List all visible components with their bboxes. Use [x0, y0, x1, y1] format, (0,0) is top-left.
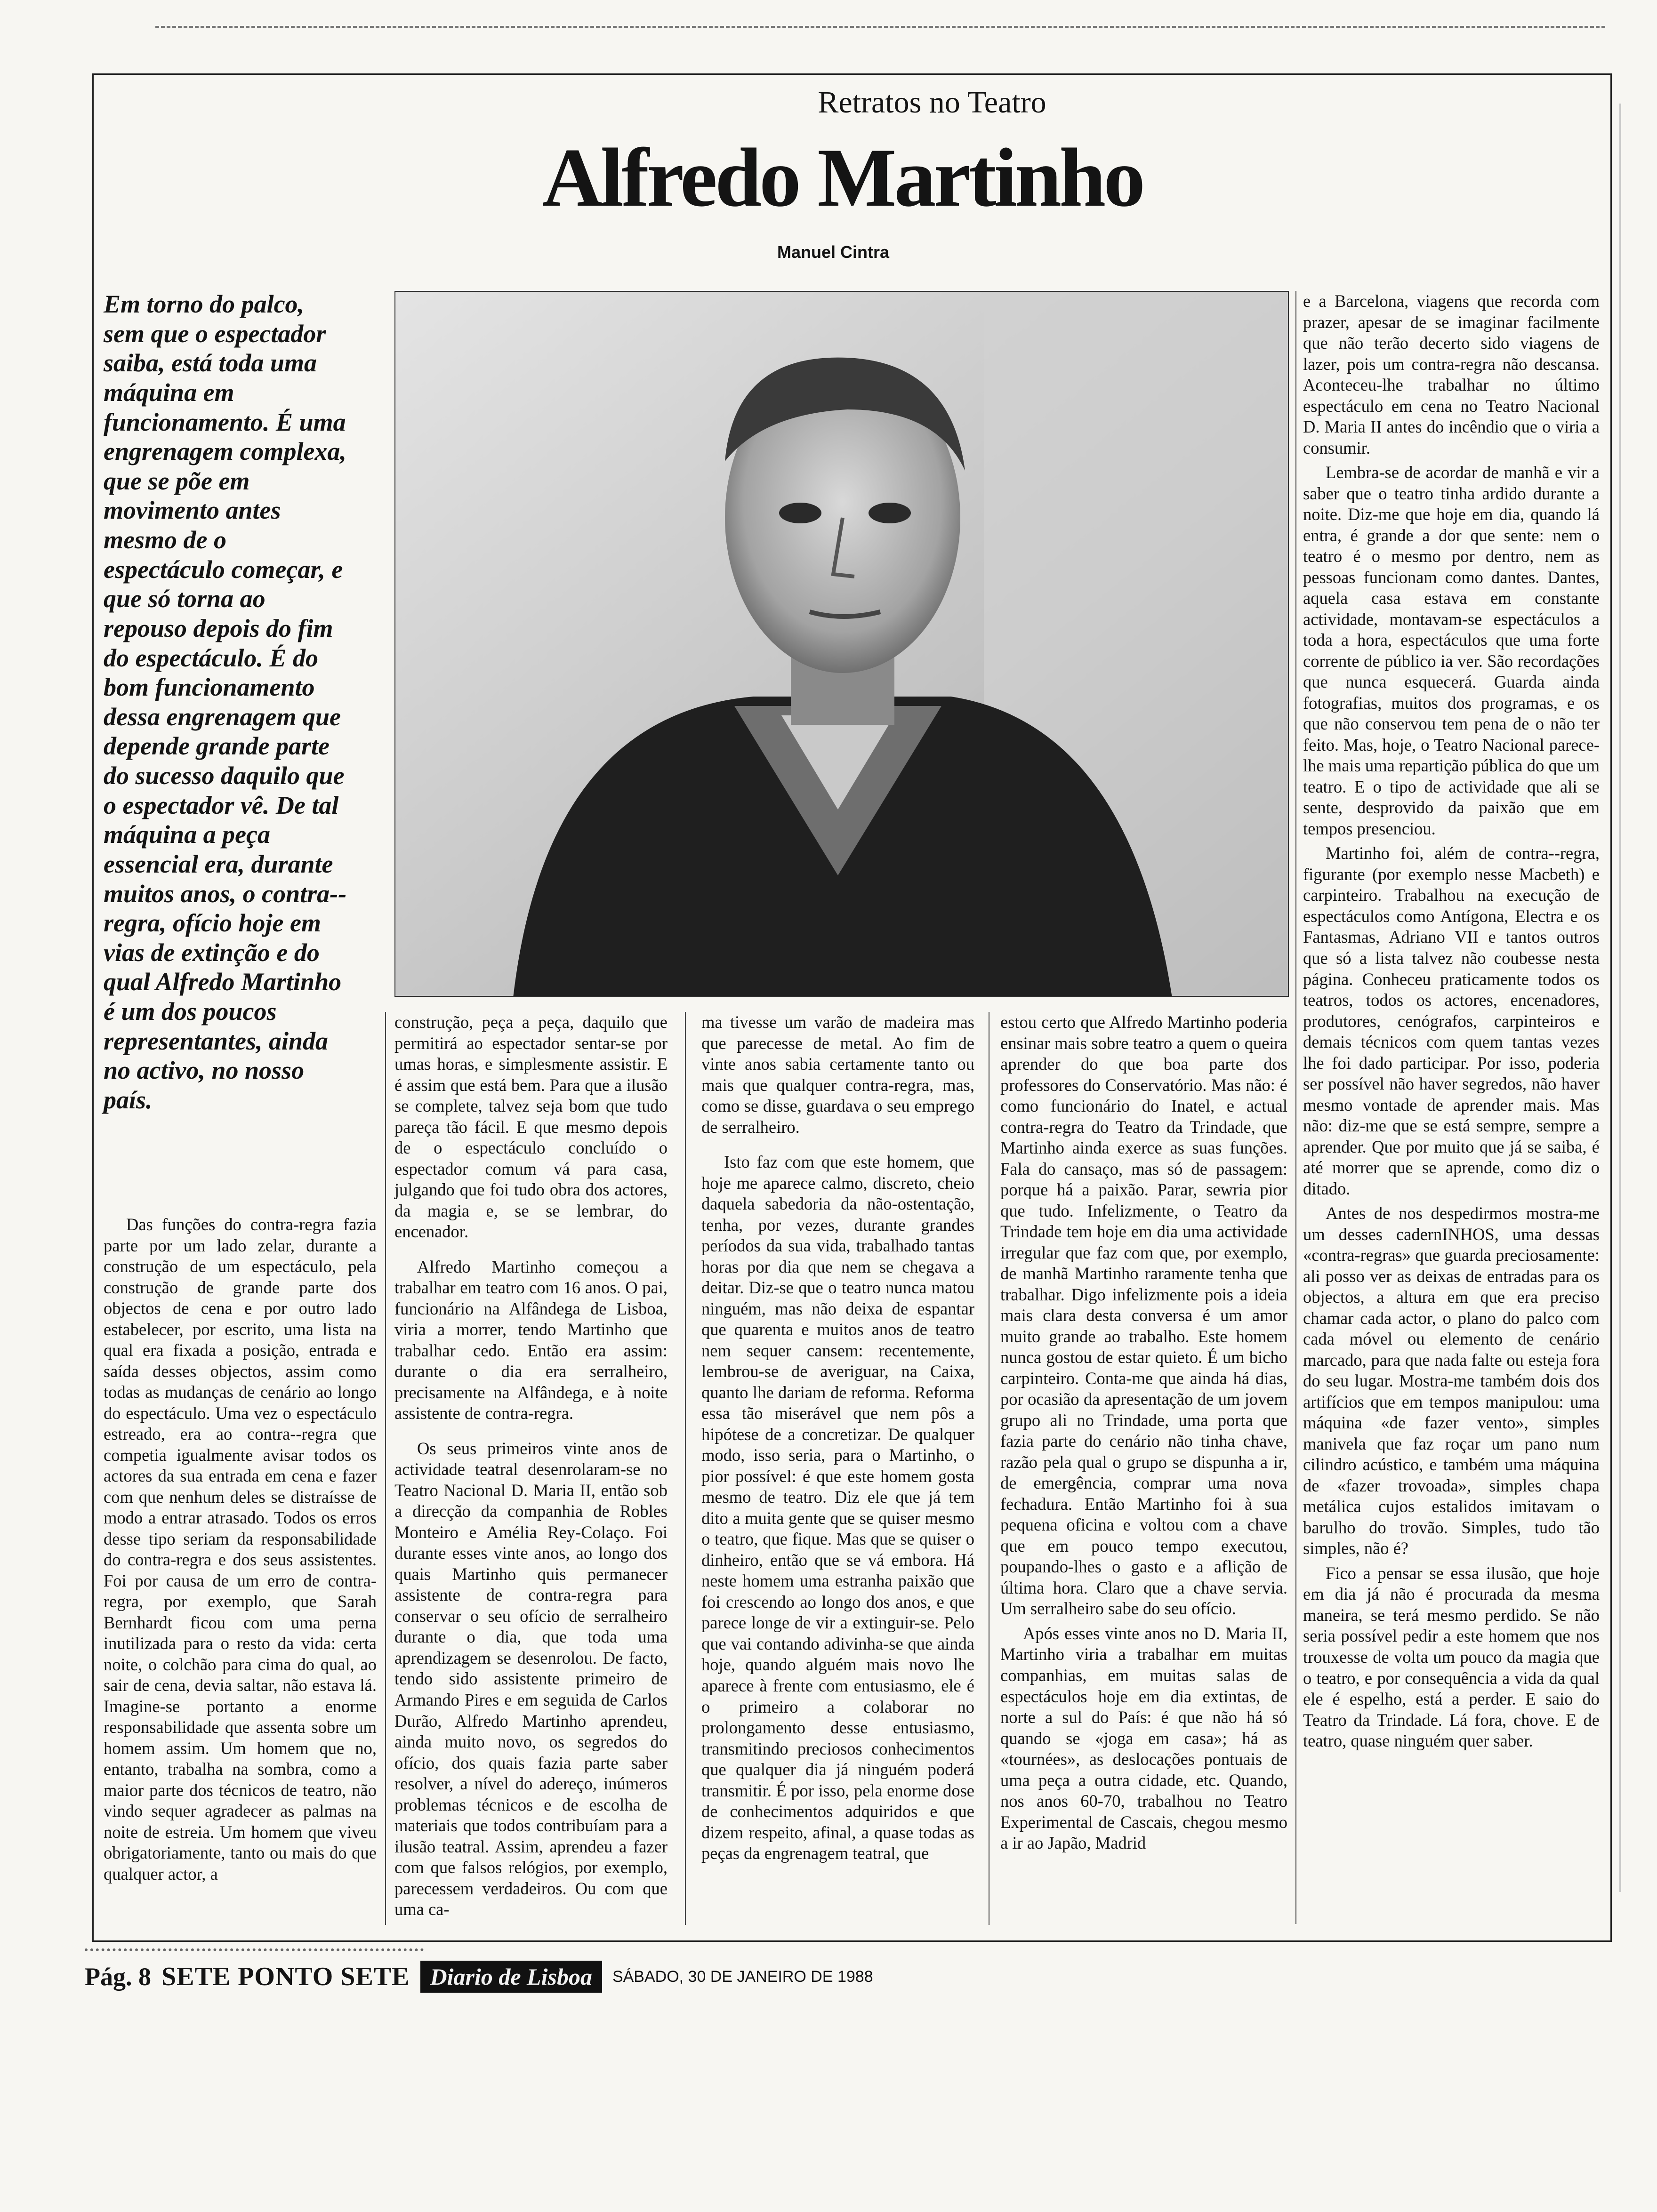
page-footer	[85, 1958, 932, 1996]
byline: Manuel Cintra	[777, 242, 890, 262]
paragraph: ma tivesse um varão de madeira mas que parecesse de metal. Ao fim de vinte anos sabia certamente tanto ou mais que qualquer contra-regra, mas, como se disse, guardava o seu emprego de serralheiro.	[701, 1012, 974, 1137]
article-column-3	[701, 1012, 974, 1868]
paragraph: Das funções do contra-regra fazia parte por um lado zelar, durante a construção de um espectáculo, pela construção de grande parte dos objectos de cena e por outro lado estabelecer, por escrito, uma lista na qual era fixada a posição, entrada e saída desses objectos, assim como todas as mudanças de cenário ao longo do espectáculo. Uma vez o espectáculo estreado, era ao contra--regra que competia igualmente avisar todos os actores da sua entrada em cena e fazer com que nenhum deles se distraísse de modo a entrar atrasado. Todos os erros desse tipo seriam da responsabilidade do contra-regra e dos seus assistentes. Foi por causa de um erro de contra-regra, por exemplo, que Sarah Bernhardt ficou com uma perna inutilizada para o resto da vida: certa noite, o colchão para cima do qual, ao sair de cena, devia saltar, não estava lá. Imagine-se portanto a enorme responsabilidade que assenta sobre um homem assim. Um homem que no, entanto, trabalha na sombra, como a maior parte dos técnicos de teatro, não vindo sequer agradecer as palmas na noite de estreia. Um homem que viveu obrigatoriamente, tanto ou mais do que qualquer actor, a	[104, 1215, 377, 1883]
paragraph: Após esses vinte anos no D. Maria II, Martinho viria a trabalhar em muitas companhias, em muitas salas de espectáculos hoje em dia extintas, de norte a sul do País: é que não há só quando se «joga em casa»; há as «tournées», as deslocações pontuais de uma peça a outra cidade, etc. Quando, nos anos 60-70, trabalhou no Teatro Experimental de Cascais, chegou mesmo a ir ao Japão, Madrid	[1000, 1623, 1287, 1853]
issue-date: SÁBADO, 30 DE JANEIRO DE 1988	[612, 1967, 873, 1986]
paragraph: Fico a pensar se essa ilusão, que hoje em dia já não é procurada da mesma maneira, se terá mesmo perdido. Se não seria possível pedir a este homem que nos trouxesse de volta um pouco da magia que o teatro, e por consequência a vida da qual ele é espelho, está a perder. E saio do Teatro da Trindade. Lá fora, chove. E de teatro, quase ninguém quer saber.	[1303, 1563, 1600, 1751]
top-edge-dashes	[155, 26, 1605, 28]
paragraph: Antes de nos despedirmos mostra-me um desses cadernINHOS, uma dessas «contra-regras» que guarda preciosamente: ali posso ver as deixas de entradas para os objectos, a altura em que era preciso chamar cada actor, o plano do palco com cada móvel ou elemento de cenário marcado, para que nada falte ou esteja fora do seu lugar. Mostra-me também dois dos artifícios que em tempos manipulou: uma máquina «de fazer vento», simples manivela que faz roçar um pano num cilindro acústico, e também uma máquina de «fazer trovoada», simples chapa metálica cujos estalidos imitavam o barulho do trovão. Simples, tudo tão simples, não é?	[1303, 1203, 1600, 1558]
article-column-2	[394, 1012, 668, 1924]
paragraph: Os seus primeiros vinte anos de actividade teatral desenrolaram-se no Teatro Nacional D. Maria II, então sob a direcção da companhia de Robles Monteiro e Amélia Rey-Colaço. Foi durante esses vinte anos, ao longo dos quais Martinho quis permanecer assistente de contra-regra para conservar o seu ofício de serralheiro durante o dia, que toda uma aprendizagem se desenrolou. De facto, tendo sido assistente primeiro de Armando Pires e em seguida de Carlos Durão, Alfredo Martinho aprendeu, ainda muito novo, os segredos do ofício, dos quais fazia parte saber resolver, a nível do adereço, inúmeros problemas técnicos e de escolha de materiais que todos contribuíam para a ilusão teatral. Assim, aprendeu a fazer com que falsos relógios, por exemplo, parecessem verdadeiros. Ou com que uma ca-	[394, 1438, 668, 1919]
column-rule	[1295, 291, 1296, 1924]
article-column-5	[1303, 291, 1600, 1755]
paragraph: Isto faz com que este homem, que hoje me aparece calmo, discreto, cheio daquela sabedoria da não-ostentação, tenha, por vezes, durante grandes períodos da sua vida, trabalhado tantas horas por dia que nem se chegava a deitar. Diz-se que o teatro nunca matou ninguém, mas não deixa de espantar que quarenta e muitos anos de teatro nem sequer cansem: recentemente, lembrou-se de averiguar, na Caixa, quanto lhe dariam de reforma. Reforma essa tão miserável que nem pôs a hipótese de a concretizar. De qualquer modo, isso seria, para o Martinho, o pior possível: é que este homem gosta mesmo de teatro. Diz ele que já tem dito a muita gente que se quiser mesmo o teatro, que fique. Mas que se quiser o dinheiro, então que se vá embora. Há neste homem uma estranha paixão que foi crescendo ao longo dos anos, e que parece longe de vir a extinguir-se. Pelo que vai contando adivinha-se que ainda hoje, quando alguém mais novo lhe aparece à frente com entusiasmo, ele é o primeiro a colaborar no prolongamento desse entusiasmo, transmitindo preciosos conhecimentos que qualquer dia já ninguém poderá transmitir. É por isso, pela enorme dose de conhecimentos adquiridos e que dizem respeito, afinal, a quase todas as peças da engrenagem teatral, que	[701, 1152, 974, 1863]
article-headline: Alfredo Martinho	[542, 131, 1143, 224]
footer-dots	[85, 1948, 424, 1951]
paragraph: Alfredo Martinho começou a trabalhar em teatro com 16 anos. O pai, funcionário na Alfândega de Lisboa, viria a morrer, tendo Martinho que trabalhar cedo. Então era assim: durante o dia era serralheiro, precisamente na Alfândega, e à noite assistente de contra-regra.	[394, 1257, 668, 1423]
article-column-1	[104, 1214, 377, 1889]
portrait-photo	[394, 291, 1289, 997]
paragraph: estou certo que Alfredo Martinho poderia ensinar mais sobre teatro a quem o queira aprender do que boa parte dos professores do Conservatório. Mas não: é como funcionário do Inatel, e actual contra-regra do Teatro da Trindade, que Martinho ainda exerce as suas funções. Fala do cansaço, mas só de passagem: porque há a paixão. Parar, sewria pior que tudo. Infelizmente, o Teatro da Trindade tem hoje em dia uma actividade irregular que faz com que, por exemplo, de manhã Martinho raramente tenha que trabalhar. Digo infelizmente pois a ideia mais clara desta conversa é um amor muito grande ao trabalho. Este homem nunca gostou de estar quieto. É um bicho carpinteiro. Conta-me que ainda há dias, por ocasião da apresentação de um jovem grupo ali no Trindade, uma porta que fazia parte do cenário não tinha chave, razão pela qual o grupo se dispunha a ir, de emergência, comprar uma nova fechadura. Então Martinho foi à sua pequena oficina e voltou com a chave que em pouco tempo executou, poupando-lhes o gasto e a aflição de última hora. Claro que a chave servia. Um serralheiro sabe do seu ofício.	[1000, 1012, 1287, 1619]
paragraph: construção, peça a peça, daquilo que permitirá ao espectador sentar-se por umas horas, e simplesmente assistir. E é assim que está bem. Para que a ilusão se complete, talvez seja bom que tudo pareça tão fácil. E que mesmo depois de o espectáculo concluído o espectador comum vá para casa, julgando que foi tudo obra dos actores, da magia e, se se lembrar, do encenador.	[394, 1012, 668, 1242]
column-rule	[685, 1012, 686, 1925]
paragraph: Martinho foi, além de contra--regra, figurante (por exemplo nesse Macbeth) e carpinteiro. Trabalhou na execução de espectáculos como Antígona, Electra e os Fantasmas, Adriano VII e tantos outros que só a lista talvez não coubesse nesta página. Conheceu praticamente todos os teatros, todos os actores, encenadores, produtores, cenógrafos, carpinteiros e demais técnicos com quem tantas vezes lhe foi dado participar. Por isso, poderia ser possível não haver segredos, não haver mesmo vontade de aprender mais. Mas não: diz-me que se está sempre, sempre a aprender. Que por muito que já se saiba, é até morrer que se aprende, como diz o ditado.	[1303, 843, 1600, 1198]
section-kicker: Retratos no Teatro	[818, 85, 1046, 120]
column-rule	[385, 1012, 386, 1925]
portrait-illustration	[395, 292, 1289, 997]
paragraph: e a Barcelona, viagens que recorda com prazer, apesar de se imaginar facilmente que não terão decerto sido viagens de lazer, pois um contra-regra não descansa. Aconteceu-lhe trabalhar no último espectáculo em cena no Teatro Nacional D. Maria II antes do incêndio que o viria a consumir.	[1303, 291, 1600, 457]
section-name: SETE PONTO SETE	[161, 1962, 410, 1991]
article-column-4	[1000, 1012, 1287, 1858]
paragraph: Lembra-se de acordar de manhã e vir a saber que o teatro tinha ardido durante a noite. Diz-me que hoje em dia, quando lá entra, é grande a dor que sente: nem o teatro é o mesmo por dentro, nem as pessoas funcionam como dantes. Dantes, aquela casa estava em constante actividade, montavam-se espectáculos a toda a hora, espectáculos que uma forte corrente de público ia ver. São recordações que nunca esquecerá. Guarda ainda fotografias, muitos dos programas, e os que não conservou tem pena de o não ter feito. Mas, hoje, o Teatro Nacional parece-lhe mais uma repartição pública do que um teatro. E o tipo de actividade que ali se sente, desprovido da paixão que em tempos presenciou.	[1303, 463, 1600, 838]
scan-edge-mark	[1619, 104, 1621, 1892]
article-deck: Em torno do palco, sem que o espectador saiba, está toda uma máquina em funcionamento. É uma engrenagem complexa, que se põe em movimento antes mesmo de o espectáculo começar, e que só torna ao repouso depois do fim do espectáculo. É do bom funcionamento dessa engrenagem que depende grande parte do sucesso daquilo que o espectador vê. De tal máquina a peça essencial era, durante muitos anos, o contra--regra, ofício hoje em vias de extinção e do qual Alfredo Martinho é um dos poucos representantes, ainda no activo, no nosso país.	[104, 290, 347, 1114]
page-number: Pág. 8	[85, 1963, 151, 1991]
newspaper-name: Diario de Lisboa	[420, 1961, 602, 1993]
